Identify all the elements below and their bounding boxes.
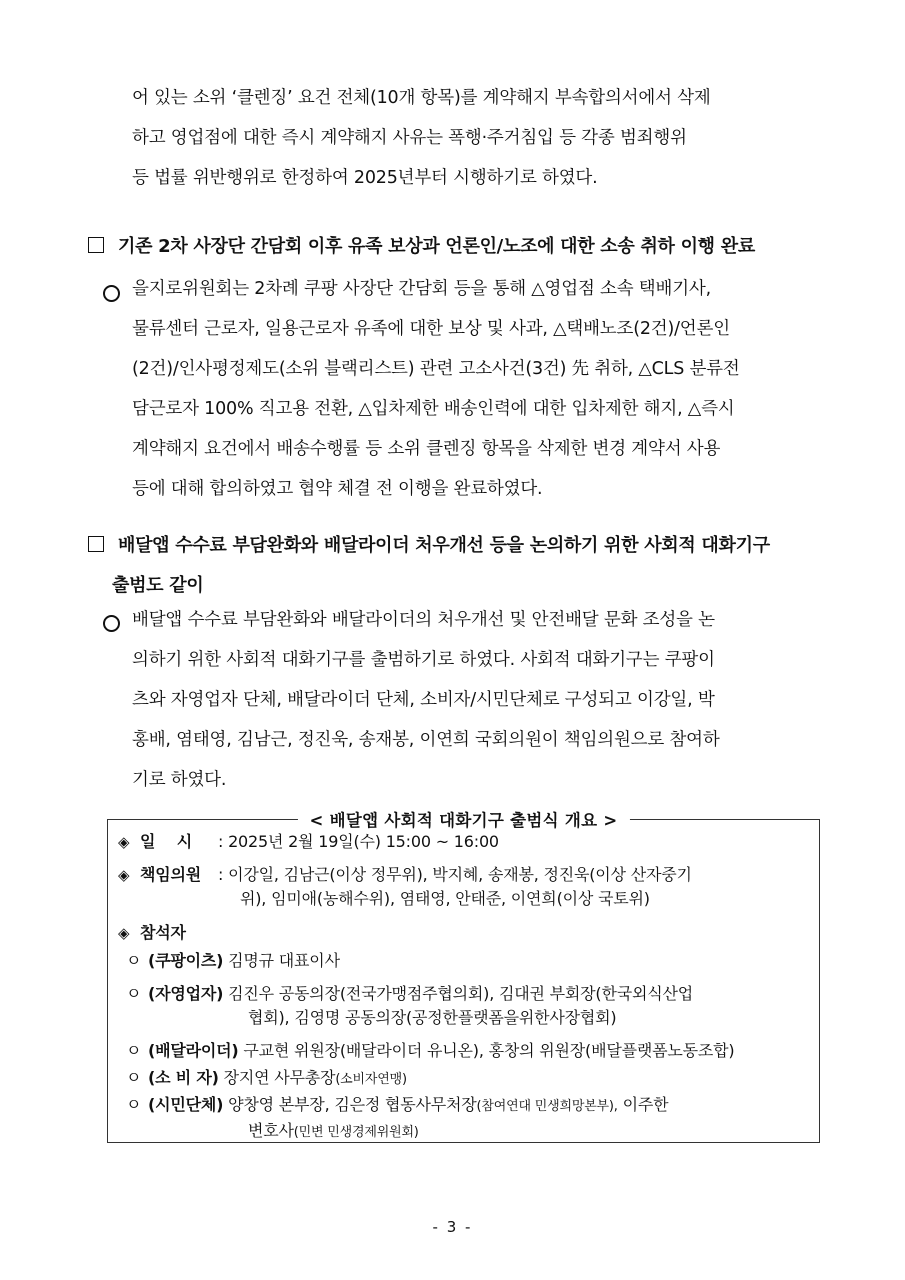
circle-bullet-icon: ㅇ	[126, 984, 142, 1003]
section1-heading-text: 기존 2차 사장단 간담회 이후 유족 보상과 언론인/노조에 대한 소송 취하 이행 완료	[118, 236, 755, 257]
attendee-line1: 김명규 대표이사	[228, 951, 340, 970]
circle-bullet-icon: ㅇ	[126, 1095, 142, 1114]
circle-bullet-icon	[103, 285, 120, 302]
section1-paragraph	[132, 269, 822, 509]
attendee-row	[118, 1093, 668, 1145]
attendee-row	[118, 982, 693, 1030]
summary-box	[107, 811, 820, 1143]
section1-line: 계약해지 요건에서 배송수행률 등 소위 클렌징 항목을 삭제한 변경 계약서 사용	[132, 439, 721, 459]
section2-heading	[88, 526, 828, 606]
section1-line: 물류센터 근로자, 일용근로자 유족에 대한 보상 및 사과, △택배노조(2건)/언론인	[132, 319, 730, 339]
section2-heading-text: 배달앱 수수료 부담완화와 배달라이더 처우개선 등을 논의하기 위한 사회적 대화기구	[118, 535, 770, 556]
attendee-line1: 김진우 공동의장(전국가맹점주협의회), 김대권 부회장(한국외식산업	[228, 984, 693, 1003]
checkbox-square-icon	[88, 536, 104, 552]
members-line2: 위), 임미애(농해수위), 염태영, 안태준, 이연희(이상 국토위)	[240, 889, 650, 908]
attendee-row	[118, 949, 340, 973]
checkbox-square-icon	[88, 237, 104, 253]
circle-bullet-icon: ㅇ	[126, 1041, 142, 1060]
section2-line: 홍배, 염태영, 김남근, 정진욱, 송재봉, 이연희 국회의원이 책임의원으로 참여하	[132, 730, 720, 750]
section1-line: (2건)/인사평정제도(소위 블랙리스트) 관련 고소사건(3건) 先 취하, △CLS 분류전	[132, 359, 740, 379]
attendee-org: (시민단체)	[148, 1095, 224, 1114]
attendee-line1-tail: 이주한	[617, 1095, 669, 1114]
attendee-org: (자영업자)	[148, 984, 224, 1003]
intro-line: 등 법률 위반행위로 한정하여 2025년부터 시행하기로 하였다.	[132, 168, 598, 188]
date-label: 일 시	[140, 832, 192, 851]
section1-heading	[88, 227, 828, 267]
summary-date-row	[118, 830, 499, 854]
diamond-bullet-icon: ◈	[118, 833, 130, 851]
summary-title: < 배달앱 사회적 대화기구 출범식 개요 >	[297, 807, 629, 831]
section2-line: 츠와 자영업자 단체, 배달라이더 단체, 소비자/시민단체로 구성되고 이강일, 박	[132, 690, 715, 710]
section1-line: 담근로자 100% 직고용 전환, △입차제한 배송인력에 대한 입차제한 해지, △즉시	[132, 399, 735, 419]
members-label: 책임의원	[140, 865, 202, 884]
attendee-row	[118, 1066, 407, 1092]
section2-heading-line2: 출범도 같이	[112, 575, 204, 596]
attendee-line2: 변호사	[248, 1121, 294, 1140]
section1-line: 을지로위원회는 2차례 쿠팡 사장단 간담회 등을 통해 △영업점 소속 택배기사,	[132, 279, 711, 299]
section1-line: 등에 대해 합의하였고 협약 체결 전 이행을 완료하였다.	[132, 479, 543, 499]
date-value: : 2025년 2월 19일(수) 15:00 ~ 16:00	[218, 832, 499, 851]
intro-line: 어 있는 소위 ‘클렌징’ 요건 전체(10개 항목)를 계약해지 부속합의서에서 삭제	[132, 88, 711, 108]
summary-members-row	[118, 863, 692, 911]
section2-line: 배달앱 수수료 부담완화와 배달라이더의 처우개선 및 안전배달 문화 조성을 논	[132, 610, 715, 630]
attendee-org: (배달라이더)	[148, 1041, 239, 1060]
members-line1: : 이강일, 김남근(이상 정무위), 박지혜, 송재봉, 정진욱(이상 산자중기	[218, 865, 692, 884]
attendee-line1-small: (소비자연맹)	[335, 1072, 407, 1087]
attendee-row	[118, 1039, 734, 1063]
circle-bullet-icon: ㅇ	[126, 951, 142, 970]
attendee-line1-small: (참여연대 민생희망본부),	[476, 1099, 618, 1114]
attendees-label: 참석자	[140, 923, 186, 942]
attendee-line2: 협회), 김영명 공동의장(공정한플랫폼을위한사장협회)	[248, 1008, 617, 1027]
section2-line: 기로 하였다.	[132, 770, 227, 790]
summary-attendees-row	[118, 921, 186, 945]
section2-paragraph	[132, 600, 822, 800]
circle-bullet-icon	[103, 615, 120, 632]
page-number: - 3 -	[432, 1218, 473, 1236]
attendee-org: (쿠팡이츠)	[148, 951, 224, 970]
diamond-bullet-icon: ◈	[118, 924, 130, 942]
intro-line: 하고 영업점에 대한 즉시 계약해지 사유는 폭행·주거침입 등 각종 범죄행위	[132, 128, 687, 148]
attendee-line2-small: (민변 민생경제위원회)	[293, 1125, 419, 1140]
attendee-line1: 양창영 본부장, 김은정 협동사무처장	[228, 1095, 477, 1114]
section2-line: 의하기 위한 사회적 대화기구를 출범하기로 하였다. 사회적 대화기구는 쿠팡이	[132, 650, 715, 670]
circle-bullet-icon: ㅇ	[126, 1068, 142, 1087]
attendee-line1: 장지연 사무총장	[223, 1068, 336, 1087]
intro-paragraph	[132, 78, 822, 198]
diamond-bullet-icon: ◈	[118, 866, 130, 884]
attendee-org: (소 비 자)	[148, 1068, 219, 1087]
attendee-line1: 구교현 위원장(배달라이더 유니온), 홍창의 위원장(배달플랫폼노동조합)	[243, 1041, 735, 1060]
